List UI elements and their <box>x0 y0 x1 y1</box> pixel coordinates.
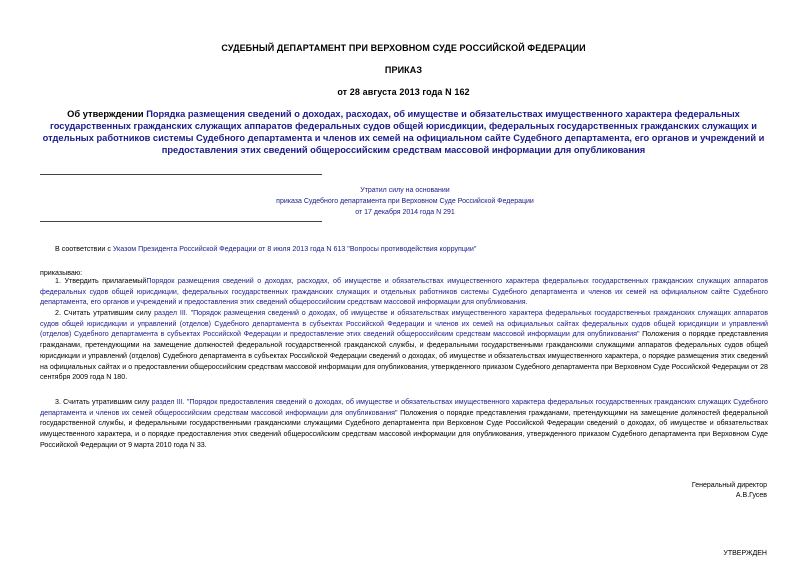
signature-block <box>692 481 767 501</box>
document-date-number: от 28 августа 2013 года N 162 <box>337 87 470 97</box>
repeal-order-date-link[interactable]: от 17 декабря 2014 года N 291 <box>355 209 455 216</box>
section-iii-link-2010[interactable]: раздел III. "Порядок предоставления сведений о доходах, об имуществе и обязательствах имущественного характера федеральных государственных гражданских служащих Судебного департамента и членов их семей общероссийским средствам массовой информации для опубликования" <box>40 398 768 417</box>
order-word: приказываю: <box>40 269 83 277</box>
organization-heading: СУДЕБНЫЙ ДЕПАРТАМЕНТ ПРИ ВЕРХОВНОМ СУДЕ РОССИЙСКОЙ ФЕДЕРАЦИИ <box>221 43 586 53</box>
p3-prefix: 3. Считать утратившим силу <box>55 398 152 406</box>
top-divider <box>40 174 322 175</box>
repeal-order-link[interactable]: приказа Судебного департамента при Верховном Суде Российской Федерации <box>276 198 534 205</box>
title-procedure-link[interactable]: Порядка размещения сведений о доходах, расходах, об имуществе и обязательствах имущественного характера федеральных государственных гражданских служащих аппаратов федеральных судов общей юрисдикции, федеральных государственных гражданских служащих и отдельных работников системы Судебного департамента и членов их семей на официальном сайте Судебного департамента, его органов и учреждений и предоставления этих сведений общероссийским средствам массовой информации для опубликования <box>42 109 765 155</box>
p1-prefix: 1. Утвердить прилагаемый <box>55 277 147 285</box>
paragraph-1 <box>40 276 768 308</box>
section-iii-link-2009[interactable]: раздел III. "Порядок размещения сведений о доходах, об имуществе и обязательствах имущественного характера федеральных государственных гражданских служащих аппаратов судов общей юрисдикции и управлений (отделов) Судебного департамента в субъектах Российской Федерации и членов их семей на официальных сайтах федеральных судов общей юрисдикции и управлений (отделов) Судебного департамента в субъектах Российской Федерации и предоставление этих сведений общероссийским средствам массовой информации для опубликования" <box>40 309 768 339</box>
paragraph-2 <box>40 308 768 383</box>
bottom-divider <box>40 221 322 222</box>
repeal-note-line1: Утратил силу на основании <box>360 187 450 194</box>
decree-link[interactable]: Указом Президента Российской Федерации от 8 июля 2013 года N 613 "Вопросы противодействия коррупции" <box>112 245 477 253</box>
repeal-note <box>260 185 550 218</box>
approved-label: УТВЕРЖДЕН <box>723 550 767 557</box>
intro-paragraph <box>55 244 775 255</box>
paragraph-3 <box>40 397 768 451</box>
signatory-name: А.В.Гусев <box>735 492 767 499</box>
p3-rest: Положения о порядке представления гражданами, претендующими на замещение должностей федеральной государственной службы, и федеральными государственными гражданскими служащими Судебного департамента при Верховном Суде Российской Федерации сведений о доходах, об имуществе и обязательствах имущественного характера, и о порядке предоставления этих сведений общероссийским средствам массовой информации для опубликования, утвержденного приказом Судебного департамента при Верховном Суде Российской Федерации от 9 марта 2010 года N 33. <box>40 408 768 449</box>
intro-prefix: В соответствии с <box>55 245 113 253</box>
document-title <box>40 108 767 156</box>
procedure-link[interactable]: Порядок размещения сведений о доходах, расходах, об имуществе и обязательствах имущественного характера федеральных государственных гражданских служащих аппаратов федеральных судов общей юрисдикции, федеральных государственных гражданских служащих и отдельных работников системы Судебного департамента и членов их семей на официальном сайте Судебного департамента, его органов и учреждений и предоставления этих сведений общероссийским средствам массовой информации для опубликования. <box>40 277 768 307</box>
p2-prefix: 2. Считать утратившим силу <box>55 309 155 317</box>
signatory-position: Генеральный директор <box>691 482 767 489</box>
document-type: ПРИКАЗ <box>384 65 423 75</box>
title-prefix: Об утверждении <box>67 109 147 119</box>
p2-rest: Положения о порядке представления гражданами, претендующими на замещение должностей федеральной государственной гражданской службы, и федеральными государственными гражданскими служащими аппаратов федеральных судов общей юрисдикции и управлений (отделов) Судебного департамента в субъектах Российской Федерации сведений о доходах, об имуществе и обязательствах имущественного характера, о порядке размещения этих сведений на официальных сайтах и о предоставлении общероссийским средствам массовой информации для опубликования, утвержденного приказом Судебного департамента при Верховном Суде Российской Федерации от 28 сентября 2009 года N 180. <box>40 330 769 382</box>
